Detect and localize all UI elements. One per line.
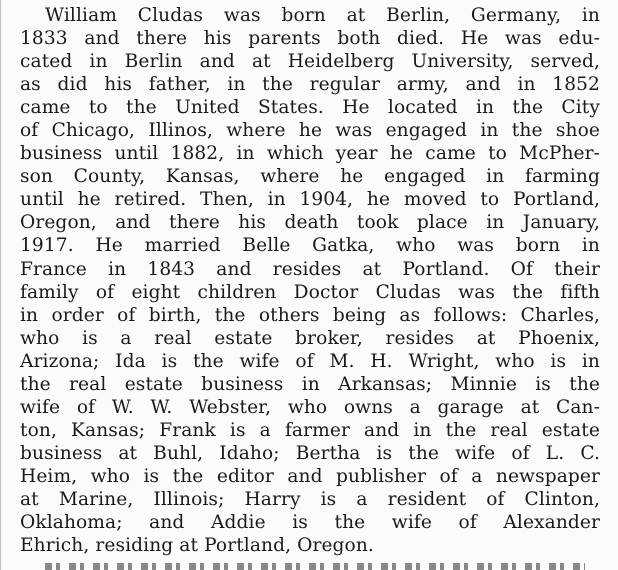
text-line: Heim, who is the editor and publisher of a newspaper [20, 465, 600, 487]
text-line: came to the United States. He located in the City [20, 97, 600, 119]
text-line: William Cludas was born at Berlin, Germany, in [45, 5, 600, 26]
clipped-text-fragment [45, 563, 585, 570]
text-line: business at Buhl, Idaho; Bertha is the wife of L. C. [20, 442, 600, 464]
text-line: as did his father, in the regular army, and in 1852 [20, 74, 600, 96]
clipped-next-line [1, 563, 618, 570]
text-line: Oregon, and there his death took place in January, [20, 212, 600, 234]
text-line: who is a real estate broker, resides at Phoenix, [20, 327, 600, 349]
biography-paragraph [20, 4, 600, 557]
text-line: 1833 and there his parents both died. He was edu- [20, 28, 600, 50]
text-line: family of eight children Doctor Cludas was the fifth [20, 281, 600, 303]
clipped-previous-line [1, 0, 618, 3]
text-line: son County, Kansas, where he engaged in farming [20, 166, 600, 188]
text-line: Ehrich, residing at Portland, Oregon. [20, 535, 374, 557]
text-line: cated in Berlin and at Heidelberg University, served, [20, 51, 600, 73]
text-line: 1917. He married Belle Gatka, who was born in [20, 235, 600, 257]
text-line: until he retired. Then, in 1904, he moved to Portland, [20, 189, 600, 211]
text-line: the real estate business in Arkansas; Minnie is the [20, 373, 600, 395]
text-line: Oklahoma; and Addie is the wife of Alexander [20, 512, 600, 534]
text-line: in order of birth, the others being as follows: Charles, [20, 304, 600, 326]
text-line: of Chicago, Illinos, where he was engaged in the shoe [20, 120, 600, 142]
text-line: wife of W. W. Webster, who owns a garage at Can- [20, 396, 600, 418]
text-line: business until 1882, in which year he came to McPher- [20, 143, 600, 165]
text-line: at Marine, Illinois; Harry is a resident of Clinton, [20, 488, 600, 510]
text-line: ton, Kansas; Frank is a farmer and in the real estate [20, 419, 600, 441]
text-line: France in 1843 and resides at Portland. Of their [20, 258, 600, 280]
text-line: Arizona; Ida is the wife of M. H. Wright, who is in [20, 350, 600, 372]
